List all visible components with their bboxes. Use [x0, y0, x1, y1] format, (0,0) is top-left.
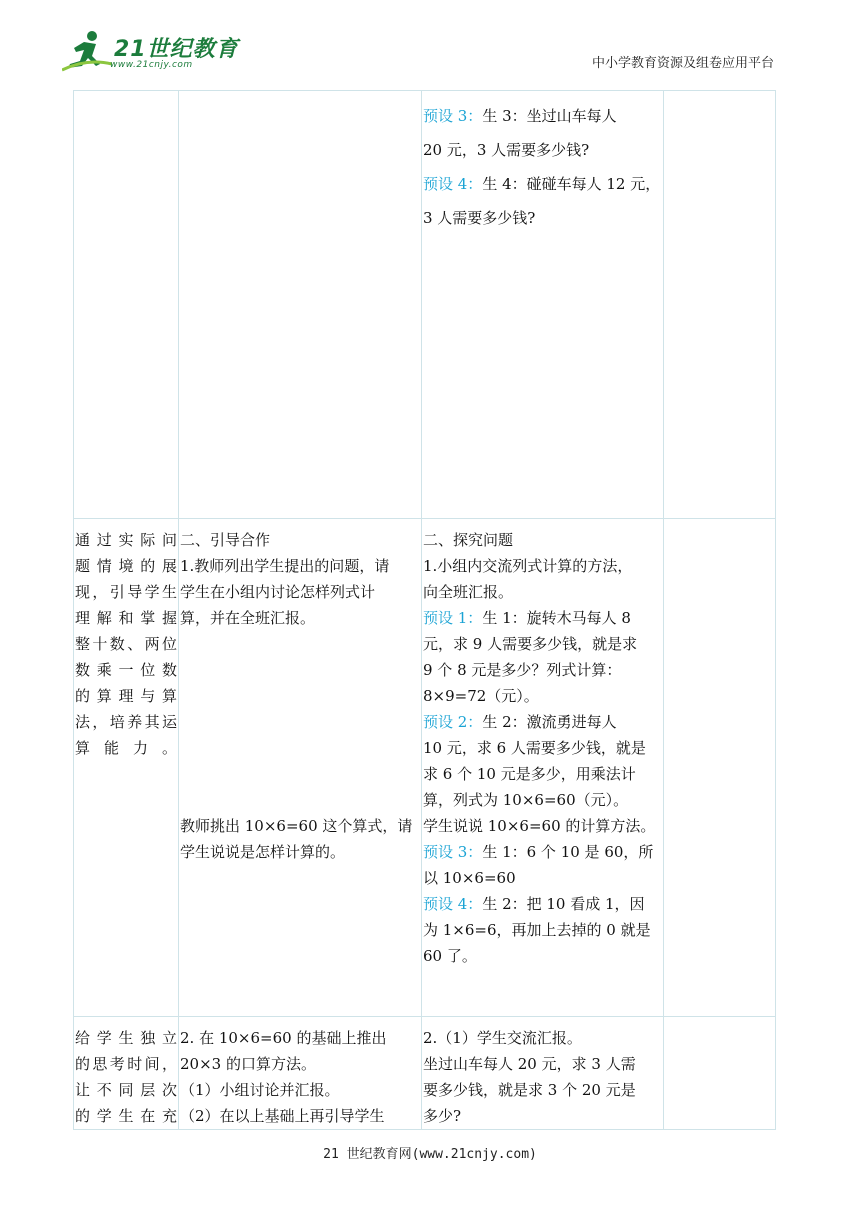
text-line: 教师挑出 10×6=60 这个算式，请 — [180, 817, 413, 835]
text-line: 以 10×6=60 — [423, 869, 516, 887]
text-line: 求 6 个 10 元是多少，用乘法计 — [423, 765, 636, 783]
text-line: 2. 在 10×6=60 的基础上推出 — [180, 1029, 387, 1047]
cell-intent — [74, 519, 179, 1017]
page-footer: 21 世纪教育网(www.21cnjy.com) — [323, 1147, 537, 1162]
text-line: 为 1×6=6，再加上去掉的 0 就是 — [423, 921, 651, 939]
text-line: 学生说说 10×6=60 的计算方法。 — [423, 817, 656, 835]
text-line: 二、引导合作 — [180, 531, 271, 549]
text-line: 1.教师列出学生提出的问题，请 — [180, 557, 390, 575]
cell-notes — [664, 91, 776, 519]
lesson-table — [73, 90, 776, 1130]
cell-notes — [664, 519, 776, 1017]
text-line: 算，列式为 10×6=60（元）。 — [423, 791, 629, 809]
cell-teacher — [179, 91, 422, 519]
text-line: 给学生独立 — [75, 1029, 177, 1047]
text-line: 通过实际问 — [75, 531, 177, 549]
preset-label: 预设 4： — [423, 895, 483, 913]
text-line: 整十数、两位 — [75, 635, 177, 653]
cell-notes — [664, 1017, 776, 1130]
text-line: 预设 4：生 4：碰碰车每人 12 元， — [423, 175, 661, 193]
table-row — [74, 91, 776, 519]
preset-label: 预设 3： — [423, 843, 483, 861]
text-line: 理解和掌握 — [75, 609, 177, 627]
text-line: 8×9=72（元）。 — [423, 687, 539, 705]
text-line: 10 元，求 6 人需要多少钱，就是 — [423, 739, 646, 757]
text-line: 9 个 8 元是多少？列式计算： — [423, 661, 622, 679]
cell-intent — [74, 1017, 179, 1130]
cell-teacher — [179, 519, 422, 1017]
logo-text: 21世纪教育 — [114, 37, 239, 62]
text-line: 预设 3：生 1：6 个 10 是 60，所 — [423, 843, 654, 861]
preset-label: 预设 2： — [423, 713, 483, 731]
preset-label: 预设 1： — [423, 609, 483, 627]
cell-intent — [74, 91, 179, 519]
text-line: 1.小组内交流列式计算的方法， — [423, 557, 633, 575]
text-line: 题情境的展 — [75, 557, 177, 575]
text-line: 预设 3：生 3：坐过山车每人 — [423, 107, 617, 125]
text-line: 的学生在充 — [75, 1107, 177, 1125]
text-line: 二、探究问题 — [423, 531, 514, 549]
text-line: 20×3 的口算方法。 — [180, 1055, 316, 1073]
text-line: 要多少钱，就是求 3 个 20 元是 — [423, 1081, 636, 1099]
runner-logo-icon — [62, 28, 112, 72]
table-row — [74, 519, 776, 1017]
text-line: 2.（1）学生交流汇报。 — [423, 1029, 582, 1047]
page-header — [0, 0, 860, 90]
preset-label: 预设 4： — [423, 175, 483, 193]
text-line: 的算理与算 — [75, 687, 177, 705]
table-row — [74, 1017, 776, 1130]
text-line: 坐过山车每人 20 元，求 3 人需 — [423, 1055, 636, 1073]
text-line: 20 元，3 人需要多少钱? — [423, 141, 590, 159]
logo — [62, 28, 262, 76]
text-line: 元，求 9 人需要多少钱，就是求 — [423, 635, 638, 653]
text-line: 现，引导学生 — [75, 583, 177, 601]
text-line: 让不同层次 — [75, 1081, 177, 1099]
student-presets — [423, 99, 662, 235]
text-line: 算，并在全班汇报。 — [180, 609, 316, 627]
cell-student — [422, 91, 664, 519]
cell-student — [422, 519, 664, 1017]
text-line: 数乘一位数 — [75, 661, 177, 679]
text-line: 3 人需要多少钱? — [423, 209, 536, 227]
platform-name: 中小学教育资源及组卷应用平台 — [591, 56, 774, 71]
text-line: （2）在以上基础上再引导学生 — [180, 1107, 385, 1125]
preset-label: 预设 3： — [423, 107, 483, 125]
logo-url: www.21cnjy.com — [110, 60, 193, 70]
text-line: （1）小组讨论并汇报。 — [180, 1081, 340, 1099]
cell-teacher — [179, 1017, 422, 1130]
text-line: 的思考时间， — [75, 1055, 177, 1073]
text-line: 预设 4：生 2：把 10 看成 1，因 — [423, 895, 645, 913]
text-line: 向全班汇报。 — [423, 583, 514, 601]
text-line: 学生说说是怎样计算的。 — [180, 843, 346, 861]
text-line: 法，培养其运 — [75, 713, 177, 731]
text-line: 预设 2：生 2：激流勇进每人 — [423, 713, 617, 731]
text-line: 60 了。 — [423, 947, 477, 965]
text-line: 学生在小组内讨论怎样列式计 — [180, 583, 376, 601]
text-line: 算能力。 — [75, 739, 177, 757]
text-line: 多少? — [423, 1107, 462, 1125]
cell-student — [422, 1017, 664, 1130]
text-line: 预设 1：生 1：旋转木马每人 8 — [423, 609, 631, 627]
